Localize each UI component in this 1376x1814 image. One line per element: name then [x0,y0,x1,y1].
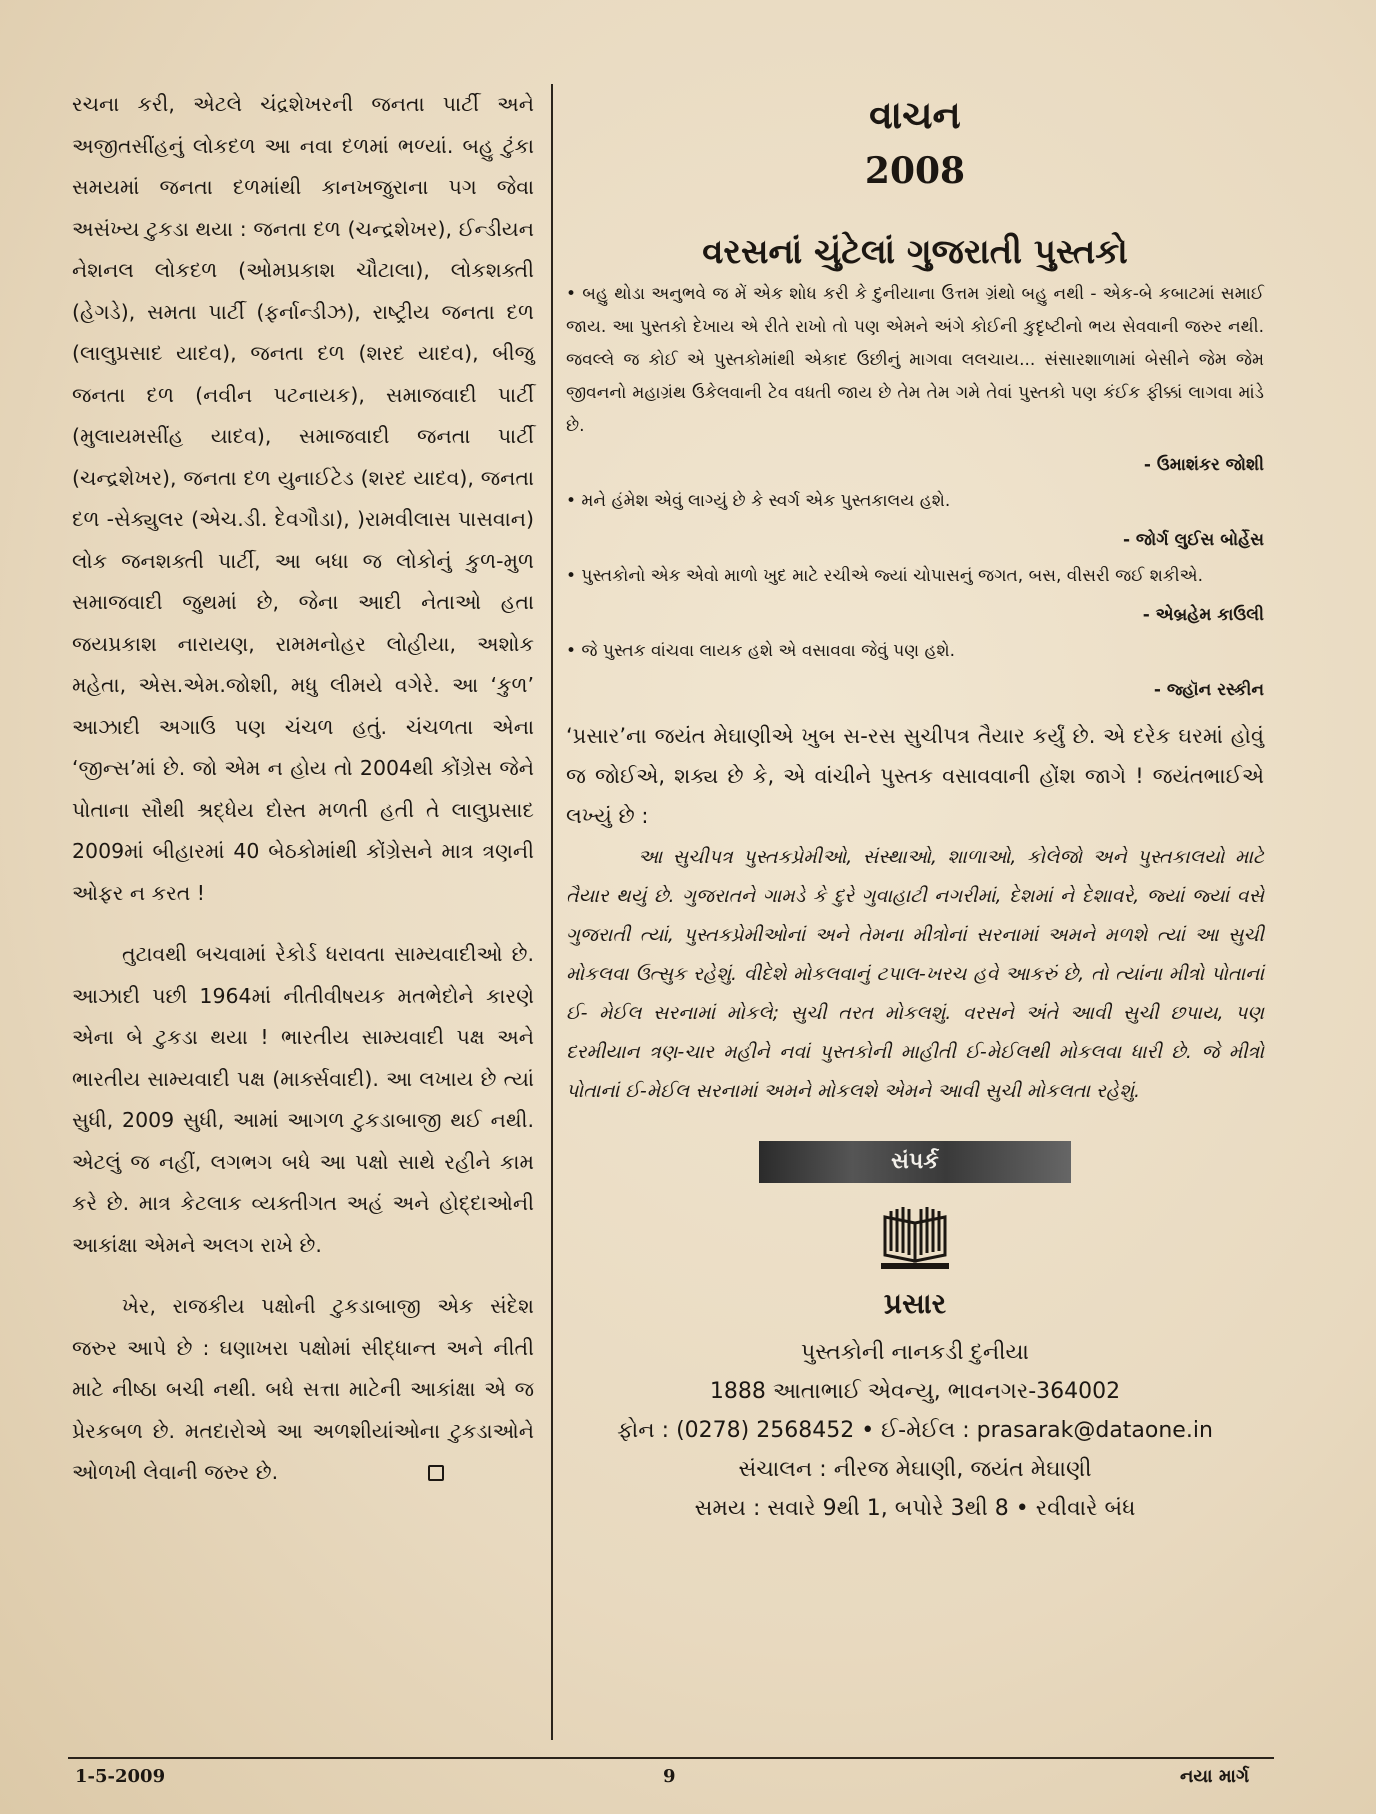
left-article-column [72,84,534,1494]
catalogue-intro: ‘પ્રસાર’ના જયંત મેઘાણીએ ખુબ સ-રસ સુચીપત્ર તૈયાર કર્યું છે. એ દરેક ઘરમાં હોવું જ જોઈએ, શક્ય છે કે, એ વાંચીને પુસ્તક વસાવવાની હોંશ જાગે ! જયંતભાઈએ લખ્યું છે : [566,724,1264,828]
section-masthead: વાચન [869,93,961,137]
article-paragraph-3 [72,1286,534,1494]
brand-phone-email: ફોન : (0278) 2568452 • ઈ-મેઈલ : prasarak@dataone.in [617,1418,1213,1443]
quote-2-author: - જોર્ગ લુઈસ બોર્હેસ [1122,530,1264,550]
brand-tagline: પુસ્તકોની નાનકડી દુનીયા [801,1340,1029,1365]
brand-hours: સમય : સવારે 9થી 1, બપોરે 3થી 8 • રવીવારે બંધ [694,1496,1136,1521]
footer-page-number: 9 [663,1766,676,1787]
right-column [566,92,1264,1528]
article-paragraph-2: તુટાવથી બચવામાં રેકોર્ડ ધરાવતા સામ્યવાદીઓ છે. આઝાદી પછી 1964માં નીતીવીષયક મતભેદોને કારણે એના બે ટુકડા થયા ! ભારતીય સામ્યવાદી પક્ષ અને ભારતીય સામ્યવાદી પક્ષ (માર્ક્સવાદી). આ લખાય છે ત્યાં સુધી, 2009 સુધી, આમાં આગળ ટુકડાબાજી થઈ નથી. એટલું જ નહીં, લગભગ બધે આ પક્ષો સાથે રહીને કામ કરે છે. માત્ર કેટલાક વ્યક્તીગત અહં અને હોદ્દાઓની આકાંક્ષા એમને અલગ રાખે છે. [72,942,534,1257]
column-divider [551,84,553,1740]
quote-3-author: - એબ્રહેમ કાઉલી [1142,605,1264,625]
quote-1-author: - ઉમાશંકર જોશી [1143,455,1264,475]
open-book-icon [875,1203,955,1283]
quote-3-text: • પુસ્તકોનો એક એવો માળો ખુદ માટે રચીએ જ્યાં ચોપાસનું જગત, બસ, વીસરી જઈ શકીએ. [566,566,1203,586]
quote-2-text: • મને હંમેશ એવું લાગ્યું છે કે સ્વર્ગ એક પુસ્તકાલય હશે. [566,491,951,511]
section-year: 2008 [864,150,966,192]
footer-date: 1-5-2009 [75,1766,166,1787]
catalogue-quote: આ સુચીપત્ર પુસ્તકપ્રેમીઓ, સંસ્થાઓ, શાળાઓ, કોલેજો અને પુસ્તકાલયો માટે તૈયાર થયું છે. ગુજરાતને ગામડે કે દુરે ગુવાહાટી નગરીમાં, દેશમાં ને દેશાવરે, જ્યાં જ્યાં વસે ગુજરાતી ત્યાં, પુસ્તકપ્રેમીઓનાં અને તેમના મીત્રોનાં સરનામાં અમને મળશે ત્યાં આ સુચી મોકલવા ઉત્સુક રહેશું. વીદેશે મોકલવાનું ટપાલ-ખરચ હવે આકરું છે, તો ત્યાંના મીત્રો પોતાનાં ઈ- મેઈલ સરનામાં મોકલે; સુચી તરત મોકલશું. વરસને અંતે આવી સુચી છપાય, પણ દરમીયાન ત્રણ-ચાર મહીને નવાં પુસ્તકોની માહીતી ઈ-મેઈલથી મોકલવા ધારી છે. જે મીત્રો પોતાનાં ઈ-મેઈલ સરનામાં અમને મોકલશે એમને આવી સુચી મોકલતા રહેશું. [566,846,1264,1102]
footer-rule [68,1757,1274,1759]
quote-4-text: • જે પુસ્તક વાંચવા લાયક હશે એ વસાવવા જેવું પણ હશે. [566,641,956,661]
brand-address: 1888 આતાભાઈ એવન્યુ, ભાવનગર-364002 [709,1379,1121,1404]
footer-publication: નયા માર્ગ [1180,1766,1250,1787]
contact-banner: સંપર્ક [759,1141,1071,1183]
article-paragraph-3-text: ખેર, રાજકીય પક્ષોની ટુકડાબાજી એક સંદેશ જરુર આપે છે : ઘણાખરા પક્ષોમાં સીદ્ધાન્ત અને નીતી માટે નીષ્ઠા બચી નથી. બધે સત્તા માટેની આકાંક્ષા એ જ પ્રેરકબળ છે. મતદારોએ આ અળશીયાંઓના ટુકડાઓને ઓળખી લેવાની જરુર છે. [72,1294,534,1484]
section-headline: વરસનાં ચુંટેલાં ગુજરાતી પુસ્તકો [702,232,1128,272]
quote-1-text: • બહુ થોડા અનુભવે જ મેં એક શોધ કરી કે દુનીયાના ઉત્તમ ગ્રંથો બહુ નથી - એક-બે કબાટમાં સમાઈ જાય. આ પુસ્તકો દેખાય એ રીતે રાખો તો પણ એમને અંગે કોઈની કુદૃષ્ટીનો ભય સેવવાની જરુર નથી. જવલ્લે જ કોઈ એ પુસ્તકોમાંથી એકાદ ઉછીનું માગવા લલચાય... સંસારશાળામાં બેસીને જેમ જેમ જીવનનો મહાગ્રંથ ઉકેલવાની ટેવ વધતી જાય છે તેમ તેમ ગમે તેવાં પુસ્તકો પણ કંઈક ફીક્કાં લાગવા માંડે છે. [566,284,1264,436]
end-mark-icon [428,1465,444,1481]
brand-name: પ્રસાર [883,1287,947,1320]
brand-managers: સંચાલન : નીરજ મેઘાણી, જયંત મેઘાણી [738,1457,1092,1482]
quote-4-author: - જ્હૉન રસ્કીન [1153,680,1264,700]
article-paragraph-1: રચના કરી, એટલે ચંદ્રશેખરની જનતા પાર્ટી અને અજીતસીંહનું લોકદળ આ નવા દળમાં ભળ્યાં. બહુ ટુંકા સમયમાં જનતા દળમાંથી કાનખજુરાના પગ જેવા અસંખ્ય ટુકડા થયા : જનતા દળ (ચન્દ્રશેખર), ઈન્ડીયન નેશનલ લોકદળ (ઓમપ્રકાશ ચૌટાલા), લોકશક્તી (હેગડે), સમતા પાર્ટી (ફર્નાન્ડીઝ), રાષ્ટ્રીય જનતા દળ (લાલુપ્રસાદ યાદવ), જનતા દળ (શરદ યાદવ), બીજુ જનતા દળ (નવીન પટનાયક), સમાજવાદી પાર્ટી (મુલાયમસીંહ યાદવ), સમાજવાદી જનતા પાર્ટી (ચન્દ્રશેખર), જનતા દળ યુનાઈટેડ (શરદ યાદવ), જનતા દળ -સેક્યુલર (એચ.ડી. દેવગૌડા), )રામવીલાસ પાસવાન) લોક જનશક્તી પાર્ટી, આ બધા જ લોકોનું કુળ-મુળ સમાજવાદી જુથમાં છે, જેના આદી નેતાઓ હતા જયપ્રકાશ નારાયણ, રામમનોહર લોહીયા, અશોક મહેતા, એસ.એમ.જોશી, મધુ લીમયે વગેરે. આ ‘કુળ’ આઝાદી અગાઉ પણ ચંચળ હતું. ચંચળતા એના ‘જીન્સ’માં છે. જો એમ ન હોય તો 2004થી કોંગ્રેસ જેને પોતાના સૌથી શ્રદ્ધેય દોસ્ત મળતી હતી તે લાલુપ્રસાદ 2009માં બીહારમાં 40 બેઠકોમાંથી કોંગ્રેસને માત્ર ત્રણની ઓફર ન કરત ! [72,92,534,905]
